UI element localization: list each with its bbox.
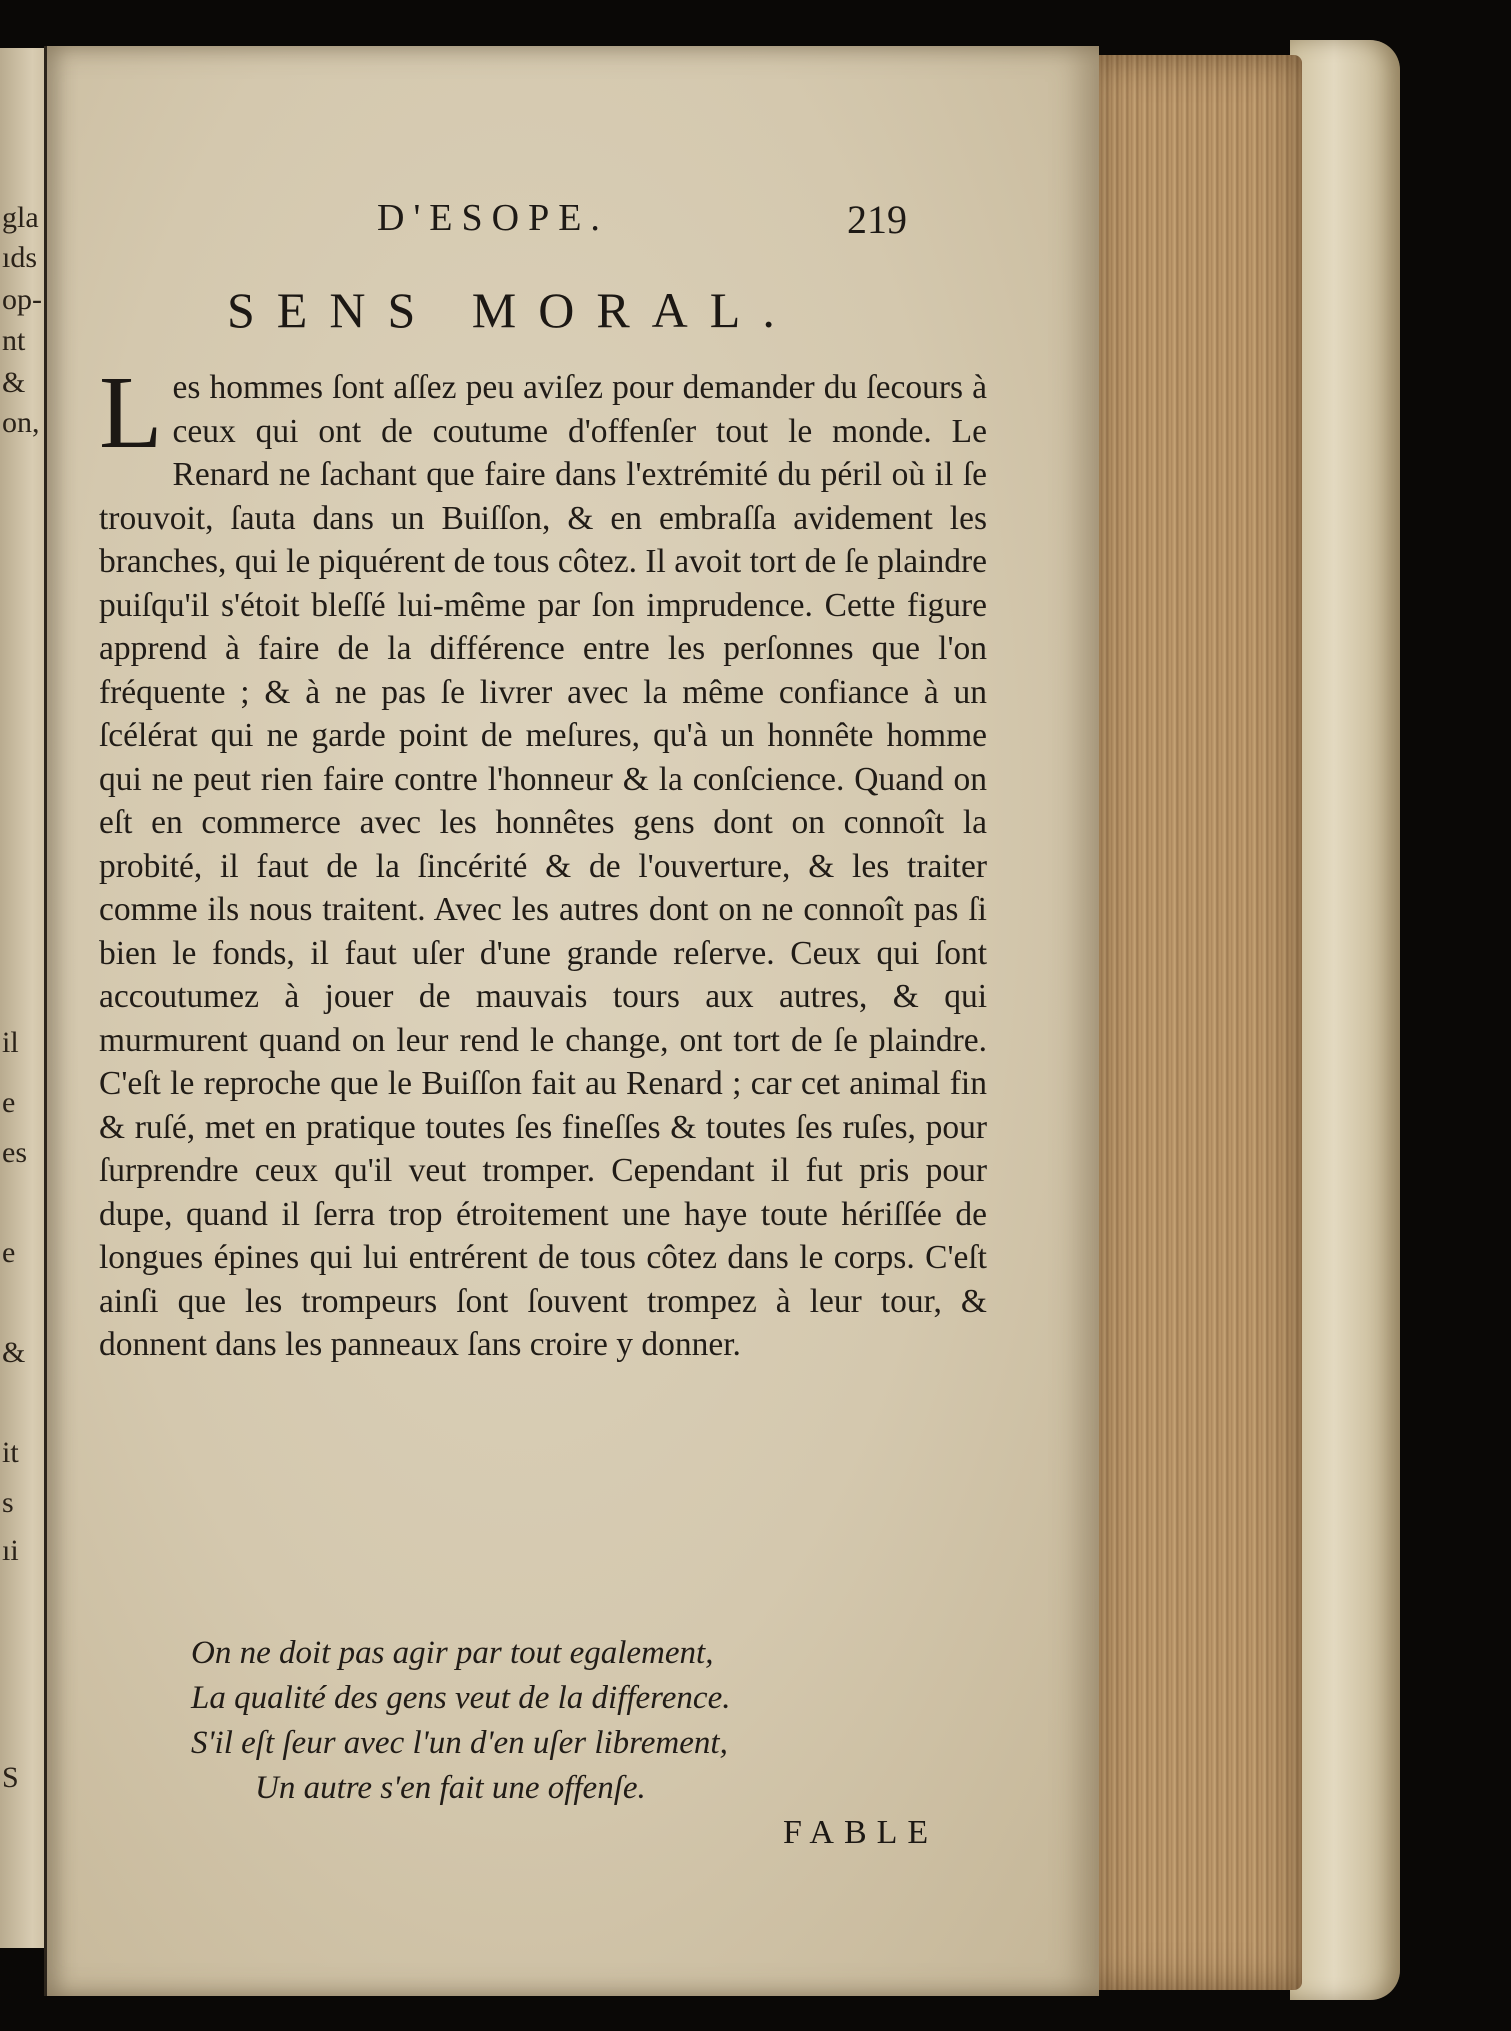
verse-line: Un autre s'en fait une offenſe. — [255, 1770, 646, 1806]
catchword: FABLE — [783, 1814, 939, 1851]
page-block-edges — [1092, 55, 1302, 1990]
page-header — [47, 196, 1099, 246]
book-page — [44, 46, 1099, 1996]
facing-page-text: gla — [2, 201, 39, 234]
paragraph-text: es hommes ſont aſſez peu aviſez pour demander du ſecours à ceux qui ont de coutume d'offenſer tout le monde. Le Renard ne ſachant que faire dans l'extrémité du péril où il ſe trouvoit, ſauta dans un Buiſſon, & en embraſſa avidement les branches, qui le piquérent de tous côtez. Il avoit tort de ſe plaindre puiſqu'il s'étoit bleſſé lui-même par ſon imprudence. Cette figure apprend à faire de la différence entre les perſonnes que l'on fréquente ; & à ne pas ſe livrer avec la même confiance à un ſcélérat qui ne garde point de meſures, qu'à un honnête homme qui ne peut rien faire contre l'honneur & la conſcience. Quand on eſt en commerce avec les honnêtes gens dont on connoît la probité, il faut de la ſincérité & de l'ouverture, & les traiter comme ils nous traitent. Avec les autres dont on ne connoît pas ſi bien le fonds, il faut uſer d'une grande reſerve. Ceux qui ſont accoutumez à jouer de mauvais tours aux autres, & qui murmurent quand on leur rend le change, ont tort de ſe plaindre. C'eſt le reproche que le Buiſſon fait au Renard ; car cet animal fin & ruſé, met en pratique toutes ſes fineſſes & toutes ſes ruſes, pour ſurprendre ceux qu'il veut tromper. Cependant il fut pris pour dupe, quand il ſerra trop étroitement une haye toute hériſſée de longues épines qui lui entrérent de tous côtez dans le corps. C'eſt ainſi que les trompeurs ſont ſouvent trompez à leur tour, & donnent dans les panneaux ſans croire y donner. — [99, 369, 987, 1363]
facing-page-text: on, — [2, 406, 40, 439]
verse-line: On ne doit pas agir par tout egalement, — [191, 1635, 714, 1671]
facing-page-text: S — [2, 1761, 19, 1794]
drop-cap: L — [99, 355, 163, 470]
facing-page-text: & — [2, 366, 26, 399]
facing-page-text: s — [2, 1486, 14, 1519]
facing-page-text: ıi — [2, 1534, 19, 1567]
section-title: SENS MORAL. — [227, 282, 797, 338]
verse-stanza — [191, 1631, 951, 1811]
book-cover-edge — [1290, 40, 1400, 2000]
running-head: D'ESOPE. — [377, 197, 609, 239]
facing-page-text: nt — [2, 324, 26, 357]
facing-page-text: op- — [2, 283, 42, 316]
verse-line: S'il eſt ſeur avec l'un d'en uſer librement, — [191, 1725, 728, 1761]
facing-page-text: e — [2, 1236, 16, 1269]
facing-page-text: ıds — [2, 241, 38, 274]
facing-page-text: it — [2, 1436, 19, 1469]
facing-page-text: e — [2, 1086, 16, 1119]
facing-page-text: il — [2, 1026, 19, 1059]
moral-paragraph — [99, 355, 987, 1367]
verse-line: La qualité des gens veut de la difference. — [191, 1680, 731, 1716]
facing-page-text: es — [2, 1136, 27, 1169]
facing-page-text: & — [2, 1336, 26, 1369]
page-number: 219 — [847, 197, 907, 242]
